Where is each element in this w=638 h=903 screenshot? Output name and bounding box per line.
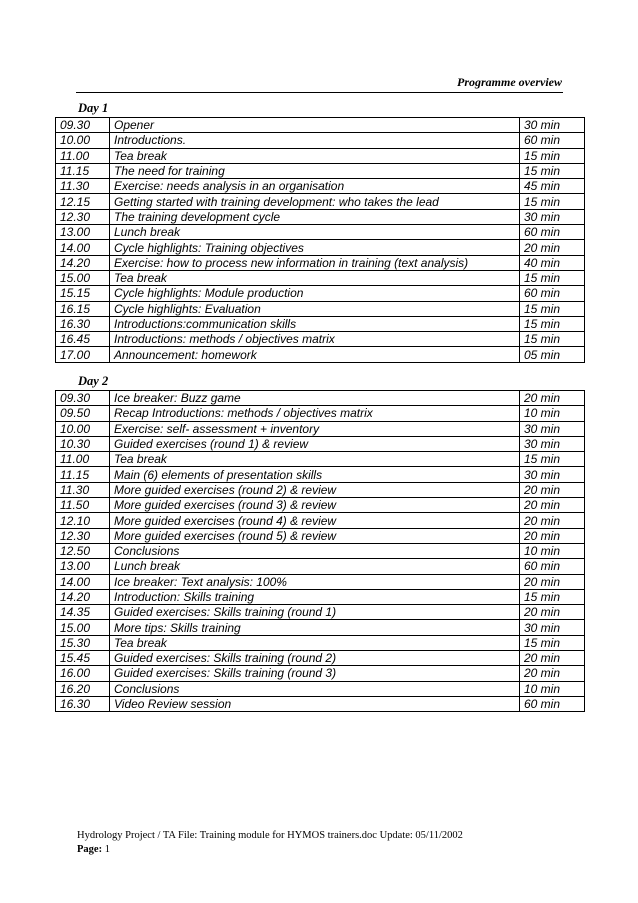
duration-cell: 40 min bbox=[520, 255, 585, 270]
table-row bbox=[56, 255, 585, 270]
activity-cell: Ice breaker: Buzz game bbox=[110, 391, 520, 406]
activity-cell: Tea break bbox=[110, 270, 520, 285]
activity-cell: Introductions. bbox=[110, 133, 520, 148]
activity-cell: More guided exercises (round 4) & review bbox=[110, 513, 520, 528]
duration-cell: 15 min bbox=[520, 316, 585, 331]
duration-cell: 20 min bbox=[520, 528, 585, 543]
table-row bbox=[56, 179, 585, 194]
time-cell: 09.30 bbox=[56, 118, 110, 133]
activity-cell: Tea break bbox=[110, 148, 520, 163]
duration-cell: 60 min bbox=[520, 696, 585, 711]
activity-cell: Tea break bbox=[110, 635, 520, 650]
table-row bbox=[56, 209, 585, 224]
activity-cell: Opener bbox=[110, 118, 520, 133]
time-cell: 14.00 bbox=[56, 240, 110, 255]
table-row bbox=[56, 391, 585, 406]
duration-cell: 15 min bbox=[520, 589, 585, 604]
activity-cell: Cycle highlights: Training objectives bbox=[110, 240, 520, 255]
time-cell: 15.00 bbox=[56, 270, 110, 285]
duration-cell: 10 min bbox=[520, 681, 585, 696]
duration-cell: 60 min bbox=[520, 286, 585, 301]
table-row bbox=[56, 513, 585, 528]
duration-cell: 30 min bbox=[520, 620, 585, 635]
page-title: Programme overview bbox=[457, 75, 562, 89]
activity-cell: Getting started with training development: who takes the lead bbox=[110, 194, 520, 209]
time-cell: 16.00 bbox=[56, 666, 110, 681]
duration-cell: 15 min bbox=[520, 301, 585, 316]
time-cell: 10.30 bbox=[56, 436, 110, 451]
time-cell: 11.15 bbox=[56, 163, 110, 178]
duration-cell: 30 min bbox=[520, 467, 585, 482]
duration-cell: 20 min bbox=[520, 482, 585, 497]
time-cell: 15.30 bbox=[56, 635, 110, 650]
table-row bbox=[56, 286, 585, 301]
table-row bbox=[56, 436, 585, 451]
time-cell: 16.30 bbox=[56, 316, 110, 331]
duration-cell: 60 min bbox=[520, 225, 585, 240]
activity-cell: The training development cycle bbox=[110, 209, 520, 224]
table-row bbox=[56, 452, 585, 467]
time-cell: 12.30 bbox=[56, 209, 110, 224]
table-row bbox=[56, 651, 585, 666]
activity-cell: Recap Introductions: methods / objectives matrix bbox=[110, 406, 520, 421]
footer-page bbox=[77, 843, 463, 857]
activity-cell: Tea break bbox=[110, 452, 520, 467]
table-row bbox=[56, 301, 585, 316]
time-cell: 15.00 bbox=[56, 620, 110, 635]
time-cell: 10.00 bbox=[56, 133, 110, 148]
duration-cell: 15 min bbox=[520, 148, 585, 163]
duration-cell: 10 min bbox=[520, 543, 585, 558]
time-cell: 14.20 bbox=[56, 589, 110, 604]
activity-cell: The need for training bbox=[110, 163, 520, 178]
table-row bbox=[56, 316, 585, 331]
duration-cell: 60 min bbox=[520, 559, 585, 574]
day2-schedule-table bbox=[55, 390, 585, 712]
time-cell: 13.00 bbox=[56, 225, 110, 240]
time-cell: 16.20 bbox=[56, 681, 110, 696]
time-cell: 10.00 bbox=[56, 421, 110, 436]
time-cell: 14.20 bbox=[56, 255, 110, 270]
table-row bbox=[56, 620, 585, 635]
table-row bbox=[56, 467, 585, 482]
duration-cell: 15 min bbox=[520, 163, 585, 178]
time-cell: 16.30 bbox=[56, 696, 110, 711]
table-row bbox=[56, 498, 585, 513]
activity-cell: Guided exercises: Skills training (round 1) bbox=[110, 605, 520, 620]
time-cell: 17.00 bbox=[56, 347, 110, 362]
duration-cell: 20 min bbox=[520, 498, 585, 513]
duration-cell: 20 min bbox=[520, 240, 585, 255]
table-row bbox=[56, 559, 585, 574]
duration-cell: 20 min bbox=[520, 391, 585, 406]
page-number: 1 bbox=[104, 844, 110, 855]
table-row bbox=[56, 332, 585, 347]
activity-cell: Guided exercises: Skills training (round 3) bbox=[110, 666, 520, 681]
activity-cell: Exercise: how to process new information in training (text analysis) bbox=[110, 255, 520, 270]
time-cell: 11.30 bbox=[56, 179, 110, 194]
time-cell: 09.30 bbox=[56, 391, 110, 406]
table-row bbox=[56, 240, 585, 255]
activity-cell: Exercise: self- assessment + inventory bbox=[110, 421, 520, 436]
activity-cell: Lunch break bbox=[110, 559, 520, 574]
activity-cell: More guided exercises (round 3) & review bbox=[110, 498, 520, 513]
table-row bbox=[56, 194, 585, 209]
duration-cell: 20 min bbox=[520, 513, 585, 528]
day2-label: Day 2 bbox=[78, 374, 109, 388]
activity-cell: Conclusions bbox=[110, 681, 520, 696]
table-row bbox=[56, 681, 585, 696]
activity-cell: Introductions: methods / objectives matrix bbox=[110, 332, 520, 347]
time-cell: 12.30 bbox=[56, 528, 110, 543]
time-cell: 09.50 bbox=[56, 406, 110, 421]
day1-schedule-table bbox=[55, 117, 585, 363]
table-row bbox=[56, 225, 585, 240]
time-cell: 14.00 bbox=[56, 574, 110, 589]
duration-cell: 20 min bbox=[520, 666, 585, 681]
table-row bbox=[56, 118, 585, 133]
duration-cell: 15 min bbox=[520, 332, 585, 347]
duration-cell: 10 min bbox=[520, 406, 585, 421]
page-label: Page: bbox=[77, 844, 103, 855]
activity-cell: Cycle highlights: Evaluation bbox=[110, 301, 520, 316]
table-row bbox=[56, 482, 585, 497]
duration-cell: 30 min bbox=[520, 209, 585, 224]
table-row bbox=[56, 270, 585, 285]
activity-cell: More guided exercises (round 2) & review bbox=[110, 482, 520, 497]
table-row bbox=[56, 406, 585, 421]
table-row bbox=[56, 163, 585, 178]
table-row bbox=[56, 133, 585, 148]
table-row bbox=[56, 696, 585, 711]
duration-cell: 30 min bbox=[520, 436, 585, 451]
activity-cell: Lunch break bbox=[110, 225, 520, 240]
activity-cell: Video Review session bbox=[110, 696, 520, 711]
table-row bbox=[56, 528, 585, 543]
day1-label: Day 1 bbox=[78, 101, 109, 115]
activity-cell: Introductions:communication skills bbox=[110, 316, 520, 331]
duration-cell: 45 min bbox=[520, 179, 585, 194]
activity-cell: Conclusions bbox=[110, 543, 520, 558]
table-row bbox=[56, 589, 585, 604]
table-row bbox=[56, 574, 585, 589]
duration-cell: 20 min bbox=[520, 605, 585, 620]
time-cell: 12.15 bbox=[56, 194, 110, 209]
header-rule bbox=[76, 92, 563, 93]
time-cell: 14.35 bbox=[56, 605, 110, 620]
duration-cell: 30 min bbox=[520, 421, 585, 436]
activity-cell: Announcement: homework bbox=[110, 347, 520, 362]
time-cell: 11.15 bbox=[56, 467, 110, 482]
time-cell: 12.10 bbox=[56, 513, 110, 528]
activity-cell: Guided exercises (round 1) & review bbox=[110, 436, 520, 451]
time-cell: 12.50 bbox=[56, 543, 110, 558]
duration-cell: 15 min bbox=[520, 635, 585, 650]
time-cell: 13.00 bbox=[56, 559, 110, 574]
activity-cell: More guided exercises (round 5) & review bbox=[110, 528, 520, 543]
table-row bbox=[56, 605, 585, 620]
activity-cell: More tips: Skills training bbox=[110, 620, 520, 635]
time-cell: 15.15 bbox=[56, 286, 110, 301]
duration-cell: 15 min bbox=[520, 270, 585, 285]
footer bbox=[77, 829, 463, 857]
duration-cell: 60 min bbox=[520, 133, 585, 148]
table-row bbox=[56, 635, 585, 650]
duration-cell: 30 min bbox=[520, 118, 585, 133]
activity-cell: Ice breaker: Text analysis: 100% bbox=[110, 574, 520, 589]
duration-cell: 20 min bbox=[520, 574, 585, 589]
duration-cell: 15 min bbox=[520, 194, 585, 209]
table-row bbox=[56, 543, 585, 558]
activity-cell: Cycle highlights: Module production bbox=[110, 286, 520, 301]
activity-cell: Guided exercises: Skills training (round 2) bbox=[110, 651, 520, 666]
duration-cell: 15 min bbox=[520, 452, 585, 467]
time-cell: 11.00 bbox=[56, 452, 110, 467]
activity-cell: Main (6) elements of presentation skills bbox=[110, 467, 520, 482]
time-cell: 15.45 bbox=[56, 651, 110, 666]
duration-cell: 20 min bbox=[520, 651, 585, 666]
duration-cell: 05 min bbox=[520, 347, 585, 362]
time-cell: 11.00 bbox=[56, 148, 110, 163]
time-cell: 11.50 bbox=[56, 498, 110, 513]
activity-cell: Exercise: needs analysis in an organisation bbox=[110, 179, 520, 194]
footer-file-info: Hydrology Project / TA File: Training module for HYMOS trainers.doc Update: 05/11/2002 bbox=[77, 830, 463, 841]
table-row bbox=[56, 421, 585, 436]
time-cell: 16.15 bbox=[56, 301, 110, 316]
time-cell: 11.30 bbox=[56, 482, 110, 497]
table-row bbox=[56, 666, 585, 681]
time-cell: 16.45 bbox=[56, 332, 110, 347]
table-row bbox=[56, 347, 585, 362]
activity-cell: Introduction: Skills training bbox=[110, 589, 520, 604]
table-row bbox=[56, 148, 585, 163]
